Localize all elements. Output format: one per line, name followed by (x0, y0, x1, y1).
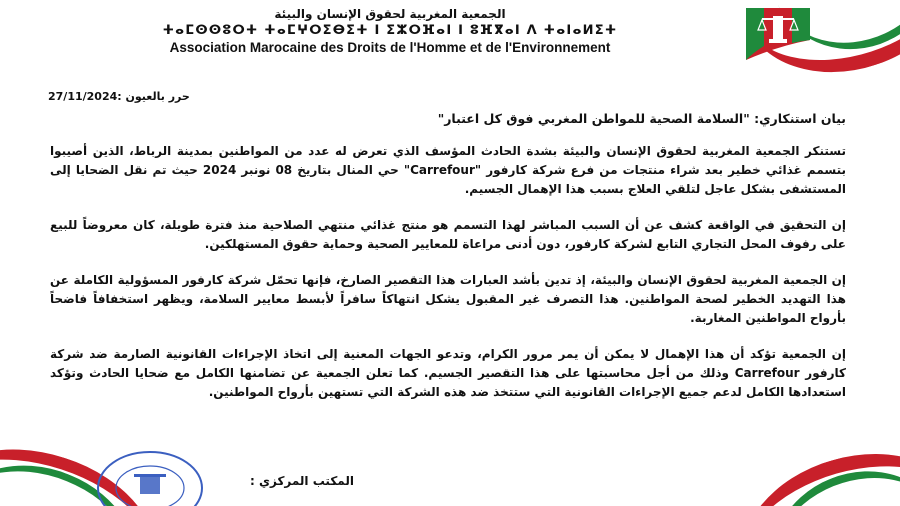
org-name-tifinagh: ⵜⴰⵎⵙⵙⵓⵔⵜ ⵜⴰⵎⵖⵔⵉⴱⵉⵜ ⵏ ⵉⵣⵔⴼⴰⵏ ⵏ ⵓⴼⴳⴰⵏ ⴷ ⵜⴰⵏⴰⵍⵉⵜ (162, 23, 618, 38)
paragraph: إن التحقيق في الواقعة كشف عن أن السبب المباشر لهذا التسمم هو منتج غذائي منتهي الصلاحية منذ فترة طويلة، كان معروضاً للبيع على رفوف المحل التجاري التابع لشركة كارفور، دون أدنى مراعاة للمعايير الصحية وحماية حقوق المستهلكين. (50, 218, 846, 251)
date-line: حرر بالعيون :27/11/2024 (48, 90, 190, 103)
statement-title: بيان استنكاري: "السلامة الصحية للمواطن المغربي فوق كل اعتبار" (437, 111, 846, 126)
org-name-arabic: الجمعية المغربية لحقوق الإنسان والبيئة (274, 7, 506, 21)
org-name-french: Association Marocaine des Droits de l'Homme et de l'Environnement (169, 40, 611, 55)
letterhead (40, 4, 740, 66)
statement-body (50, 106, 846, 419)
corner-decoration (722, 428, 900, 506)
paragraph: إن الجمعية المغربية لحقوق الإنسان والبيئة، إذ تدين بأشد العبارات هذا التقصير الصارخ، فإنها تحمّل شركة كارفور المسؤولية الكاملة عن هذا التهديد الخطير لصحة المواطنين. هذا التصرف غير المقبول يشكل انتهاكاً سافراً لأبسط معايير السلامة، ويظهر استخفافاً فاضحاً بأرواح المواطنين المغاربة. (50, 273, 846, 325)
paragraph: تستنكر الجمعية المغربية لحقوق الإنسان والبيئة بشدة الحادث المؤسف الذي تعرض له عدد من المواطنين بمدينة الرباط، الذين أصيبوا بتسمم غذائي خطير بعد شراء منتجات من فرع شركة كارفور "Carrefour" حي المنال بتاريخ 08 نونبر 2024 حيث تم نقل الضحايا إلى المستشفى بشكل عاجل لتلقي العلاج بسبب هذا الإهمال الجسيم. (50, 144, 846, 196)
signature-line: المكتب المركزي : (250, 474, 354, 488)
paragraph: إن الجمعية تؤكد أن هذا الإهمال لا يمكن أن يمر مرور الكرام، وتدعو الجهات المعنية إلى اتخاذ الإجراءات القانونية الصارمة ضد شركة كارفور Carrefour وذلك من أجل محاسبتها على هذا التقصير الجسيم. كما تعلن الجمعية عن تضامنها الكامل مع ضحايا الحادث وتؤكد استعدادها الكامل لدعم جميع الإجراءات القانونية التي ستتخذ ضد هذه الشركة التي تستهين بأرواح المواطنين. (50, 347, 846, 399)
official-stamp-icon (94, 448, 206, 506)
association-logo-icon (742, 6, 814, 62)
